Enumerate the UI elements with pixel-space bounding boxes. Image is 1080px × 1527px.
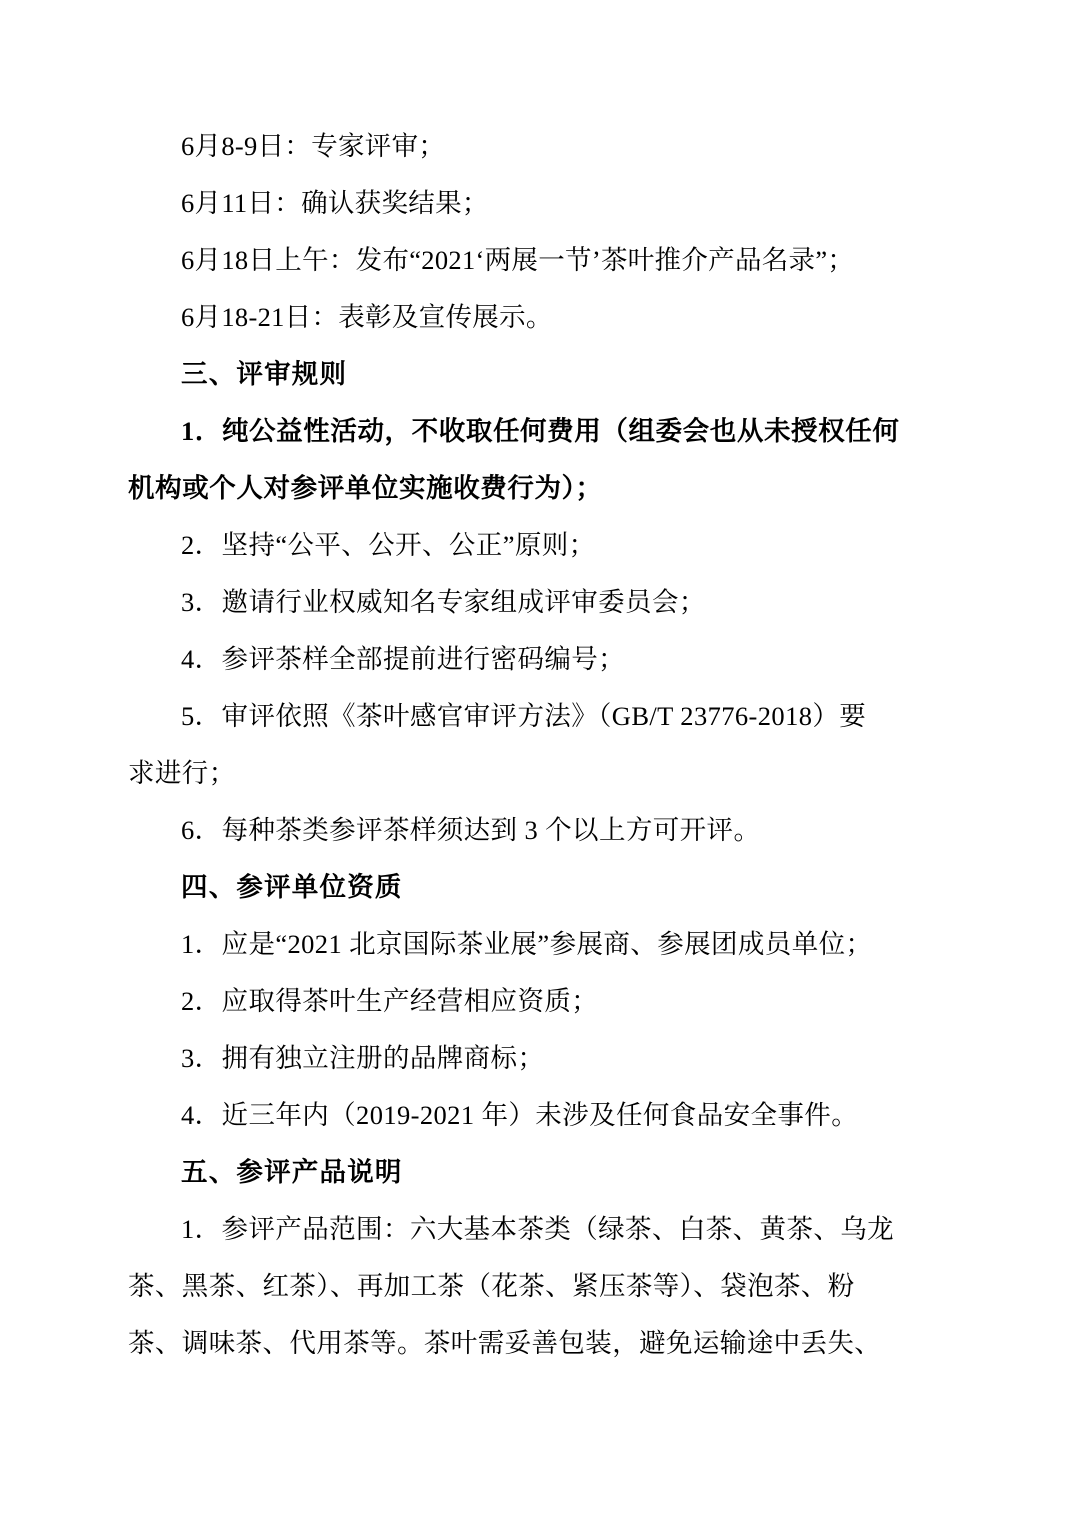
list-item: 4．参评茶样全部提前进行密码编号； (181, 644, 626, 674)
section-heading: 五、参评产品说明 (181, 1157, 403, 1187)
list-item: 6．每种茶类参评茶样须达到 3 个以上方可开评。 (181, 815, 761, 845)
list-item: 1．应是“2021 北京国际茶业展”参展商、参展团成员单位； (181, 929, 873, 959)
schedule-line: 6月18-21日：表彰及宣传展示。 (181, 302, 553, 332)
list-item: 1．纯公益性活动，不收取任何费用（组委会也从未授权任何 (181, 416, 900, 446)
list-item-continuation: 茶、黑茶、红茶）、再加工茶（花茶、紧压茶等）、袋泡茶、粉 (128, 1271, 855, 1301)
list-item-continuation: 求进行； (128, 758, 236, 788)
list-item: 4．近三年内（2019-2021 年）未涉及任何食品安全事件。 (181, 1100, 859, 1130)
list-item: 5．审评依照《茶叶感官审评方法》（GB/T 23776-2018）要 (181, 701, 867, 731)
schedule-line: 6月11日：确认获奖结果； (181, 188, 489, 218)
list-item-continuation: 机构或个人对参评单位实施收费行为）； (128, 473, 603, 503)
list-item-continuation: 茶、调味茶、代用茶等。茶叶需妥善包装，避免运输途中丢失、 (128, 1328, 882, 1358)
list-item: 2．坚持“公平、公开、公正”原则； (181, 530, 596, 560)
list-item: 1．参评产品范围：六大基本茶类（绿茶、白茶、黄茶、乌龙 (181, 1214, 895, 1244)
list-item: 2．应取得茶叶生产经营相应资质； (181, 986, 599, 1016)
section-heading: 三、评审规则 (181, 359, 348, 389)
list-item: 3．拥有独立注册的品牌商标； (181, 1043, 545, 1073)
schedule-line: 6月18日上午：发布“2021‘两展一节’茶叶推介产品名录”； (181, 245, 855, 275)
section-heading: 四、参评单位资质 (181, 872, 403, 902)
schedule-line: 6月8-9日：专家评审； (181, 131, 446, 161)
list-item: 3．邀请行业权威知名专家组成评审委员会； (181, 587, 706, 617)
document-body (128, 118, 952, 1372)
